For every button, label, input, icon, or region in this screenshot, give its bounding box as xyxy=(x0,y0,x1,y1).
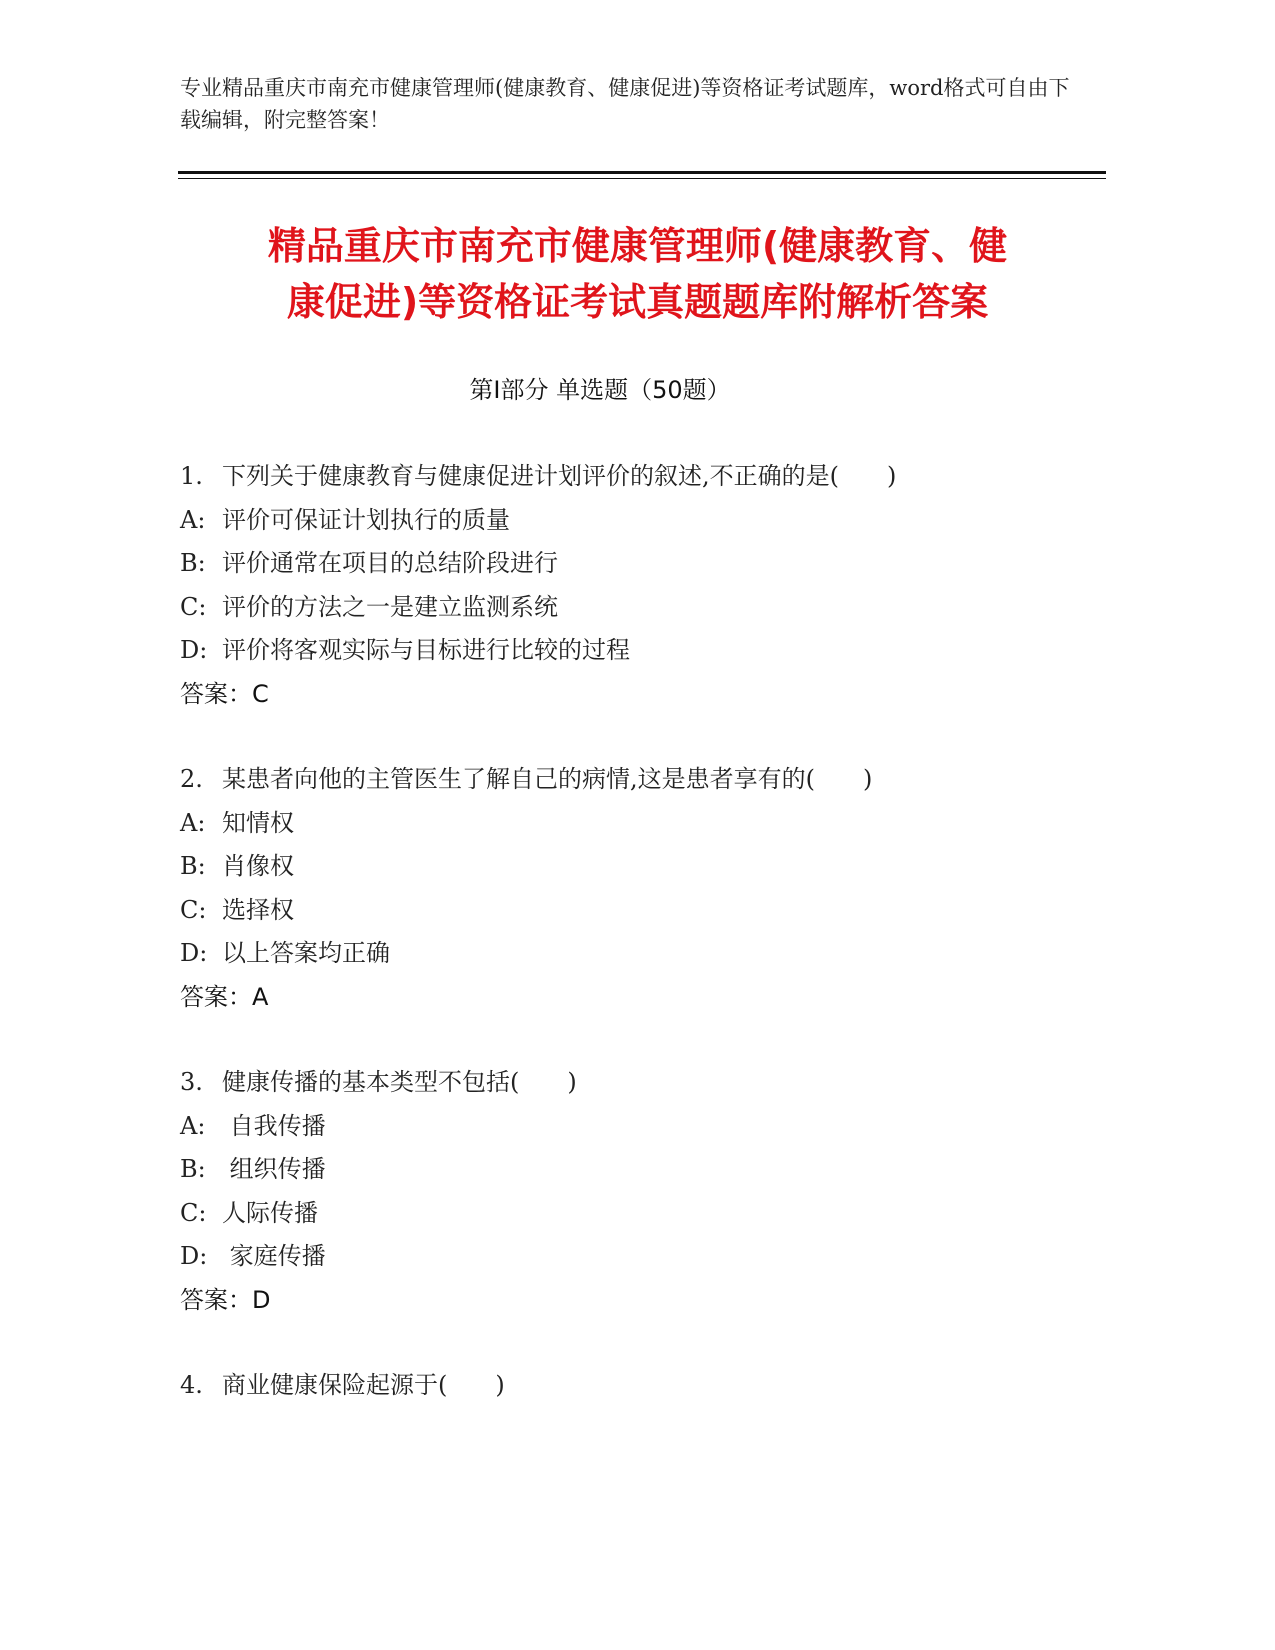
question-stem xyxy=(180,758,1100,802)
option-d xyxy=(180,629,1100,673)
option-text: 自我传播 xyxy=(222,1111,326,1140)
option-b xyxy=(180,845,1100,889)
option-d xyxy=(180,932,1100,976)
option-c xyxy=(180,586,1100,630)
question-stem xyxy=(180,455,1100,499)
question-item xyxy=(180,1061,1100,1322)
option-text: 知情权 xyxy=(222,808,294,837)
option-key: D: xyxy=(180,1242,208,1270)
question-list xyxy=(180,455,1100,1450)
option-d xyxy=(180,1235,1100,1279)
answer-line: 答案：A xyxy=(180,982,269,1011)
question-stem xyxy=(180,1364,1100,1408)
question-number: 3. xyxy=(180,1068,203,1096)
header-rule-thick xyxy=(178,171,1106,174)
option-key: C: xyxy=(180,592,207,621)
option-text: 人际传播 xyxy=(222,1198,318,1227)
option-b xyxy=(180,1148,1100,1192)
option-a xyxy=(180,802,1100,846)
option-key: A: xyxy=(180,1111,206,1140)
question-item xyxy=(180,758,1100,1019)
option-text: 选择权 xyxy=(222,895,294,924)
option-text: 评价将客观实际与目标进行比较的过程 xyxy=(222,636,630,664)
option-key: C: xyxy=(180,1198,207,1227)
option-text: 肖像权 xyxy=(222,852,294,880)
option-a xyxy=(180,1105,1100,1149)
option-text: 评价通常在项目的总结阶段进行 xyxy=(222,549,558,577)
question-text: 商业健康保险起源于( ) xyxy=(222,1371,505,1399)
question-item xyxy=(180,455,1100,716)
option-key: B: xyxy=(180,852,206,880)
question-number: 1. xyxy=(180,462,203,490)
answer-line: 答案：C xyxy=(180,679,269,708)
option-text: 评价的方法之一是建立监测系统 xyxy=(222,592,558,621)
header-note: 专业精品重庆市南充市健康管理师(健康教育、健康促进)等资格证考试题库，word格式可自由下载编辑，附完整答案！ xyxy=(180,76,1070,132)
question-text: 健康传播的基本类型不包括( ) xyxy=(222,1068,577,1096)
option-c xyxy=(180,889,1100,933)
option-key: A: xyxy=(180,808,206,837)
section-title: 第Ⅰ部分 单选题（50题） xyxy=(469,376,731,404)
option-key: B: xyxy=(180,549,206,577)
option-text: 评价可保证计划执行的质量 xyxy=(222,505,510,534)
answer-line: 答案：D xyxy=(180,1285,271,1314)
question-stem xyxy=(180,1061,1100,1105)
question-number: 2. xyxy=(180,765,203,793)
option-a xyxy=(180,499,1100,543)
document-title-line-1: 精品重庆市南充市健康管理师(健康教育、健 xyxy=(267,224,1008,268)
question-text: 下列关于健康教育与健康促进计划评价的叙述,不正确的是( ) xyxy=(222,462,897,490)
option-key: D: xyxy=(180,939,208,967)
option-key: A: xyxy=(180,505,206,534)
question-item xyxy=(180,1364,1100,1408)
option-text: 以上答案均正确 xyxy=(222,939,390,967)
option-b xyxy=(180,542,1100,586)
document-title xyxy=(160,218,1115,330)
document-title-line-2: 康促进)等资格证考试真题题库附解析答案 xyxy=(286,280,989,324)
option-key: B: xyxy=(180,1155,206,1183)
option-key: C: xyxy=(180,895,207,924)
question-text: 某患者向他的主管医生了解自己的病情,这是患者享有的( ) xyxy=(222,765,873,793)
option-text: 组织传播 xyxy=(222,1155,326,1183)
option-key: D: xyxy=(180,636,208,664)
option-c xyxy=(180,1192,1100,1236)
header-rule-thin xyxy=(178,178,1106,179)
question-number: 4. xyxy=(180,1371,203,1399)
option-text: 家庭传播 xyxy=(222,1242,326,1270)
